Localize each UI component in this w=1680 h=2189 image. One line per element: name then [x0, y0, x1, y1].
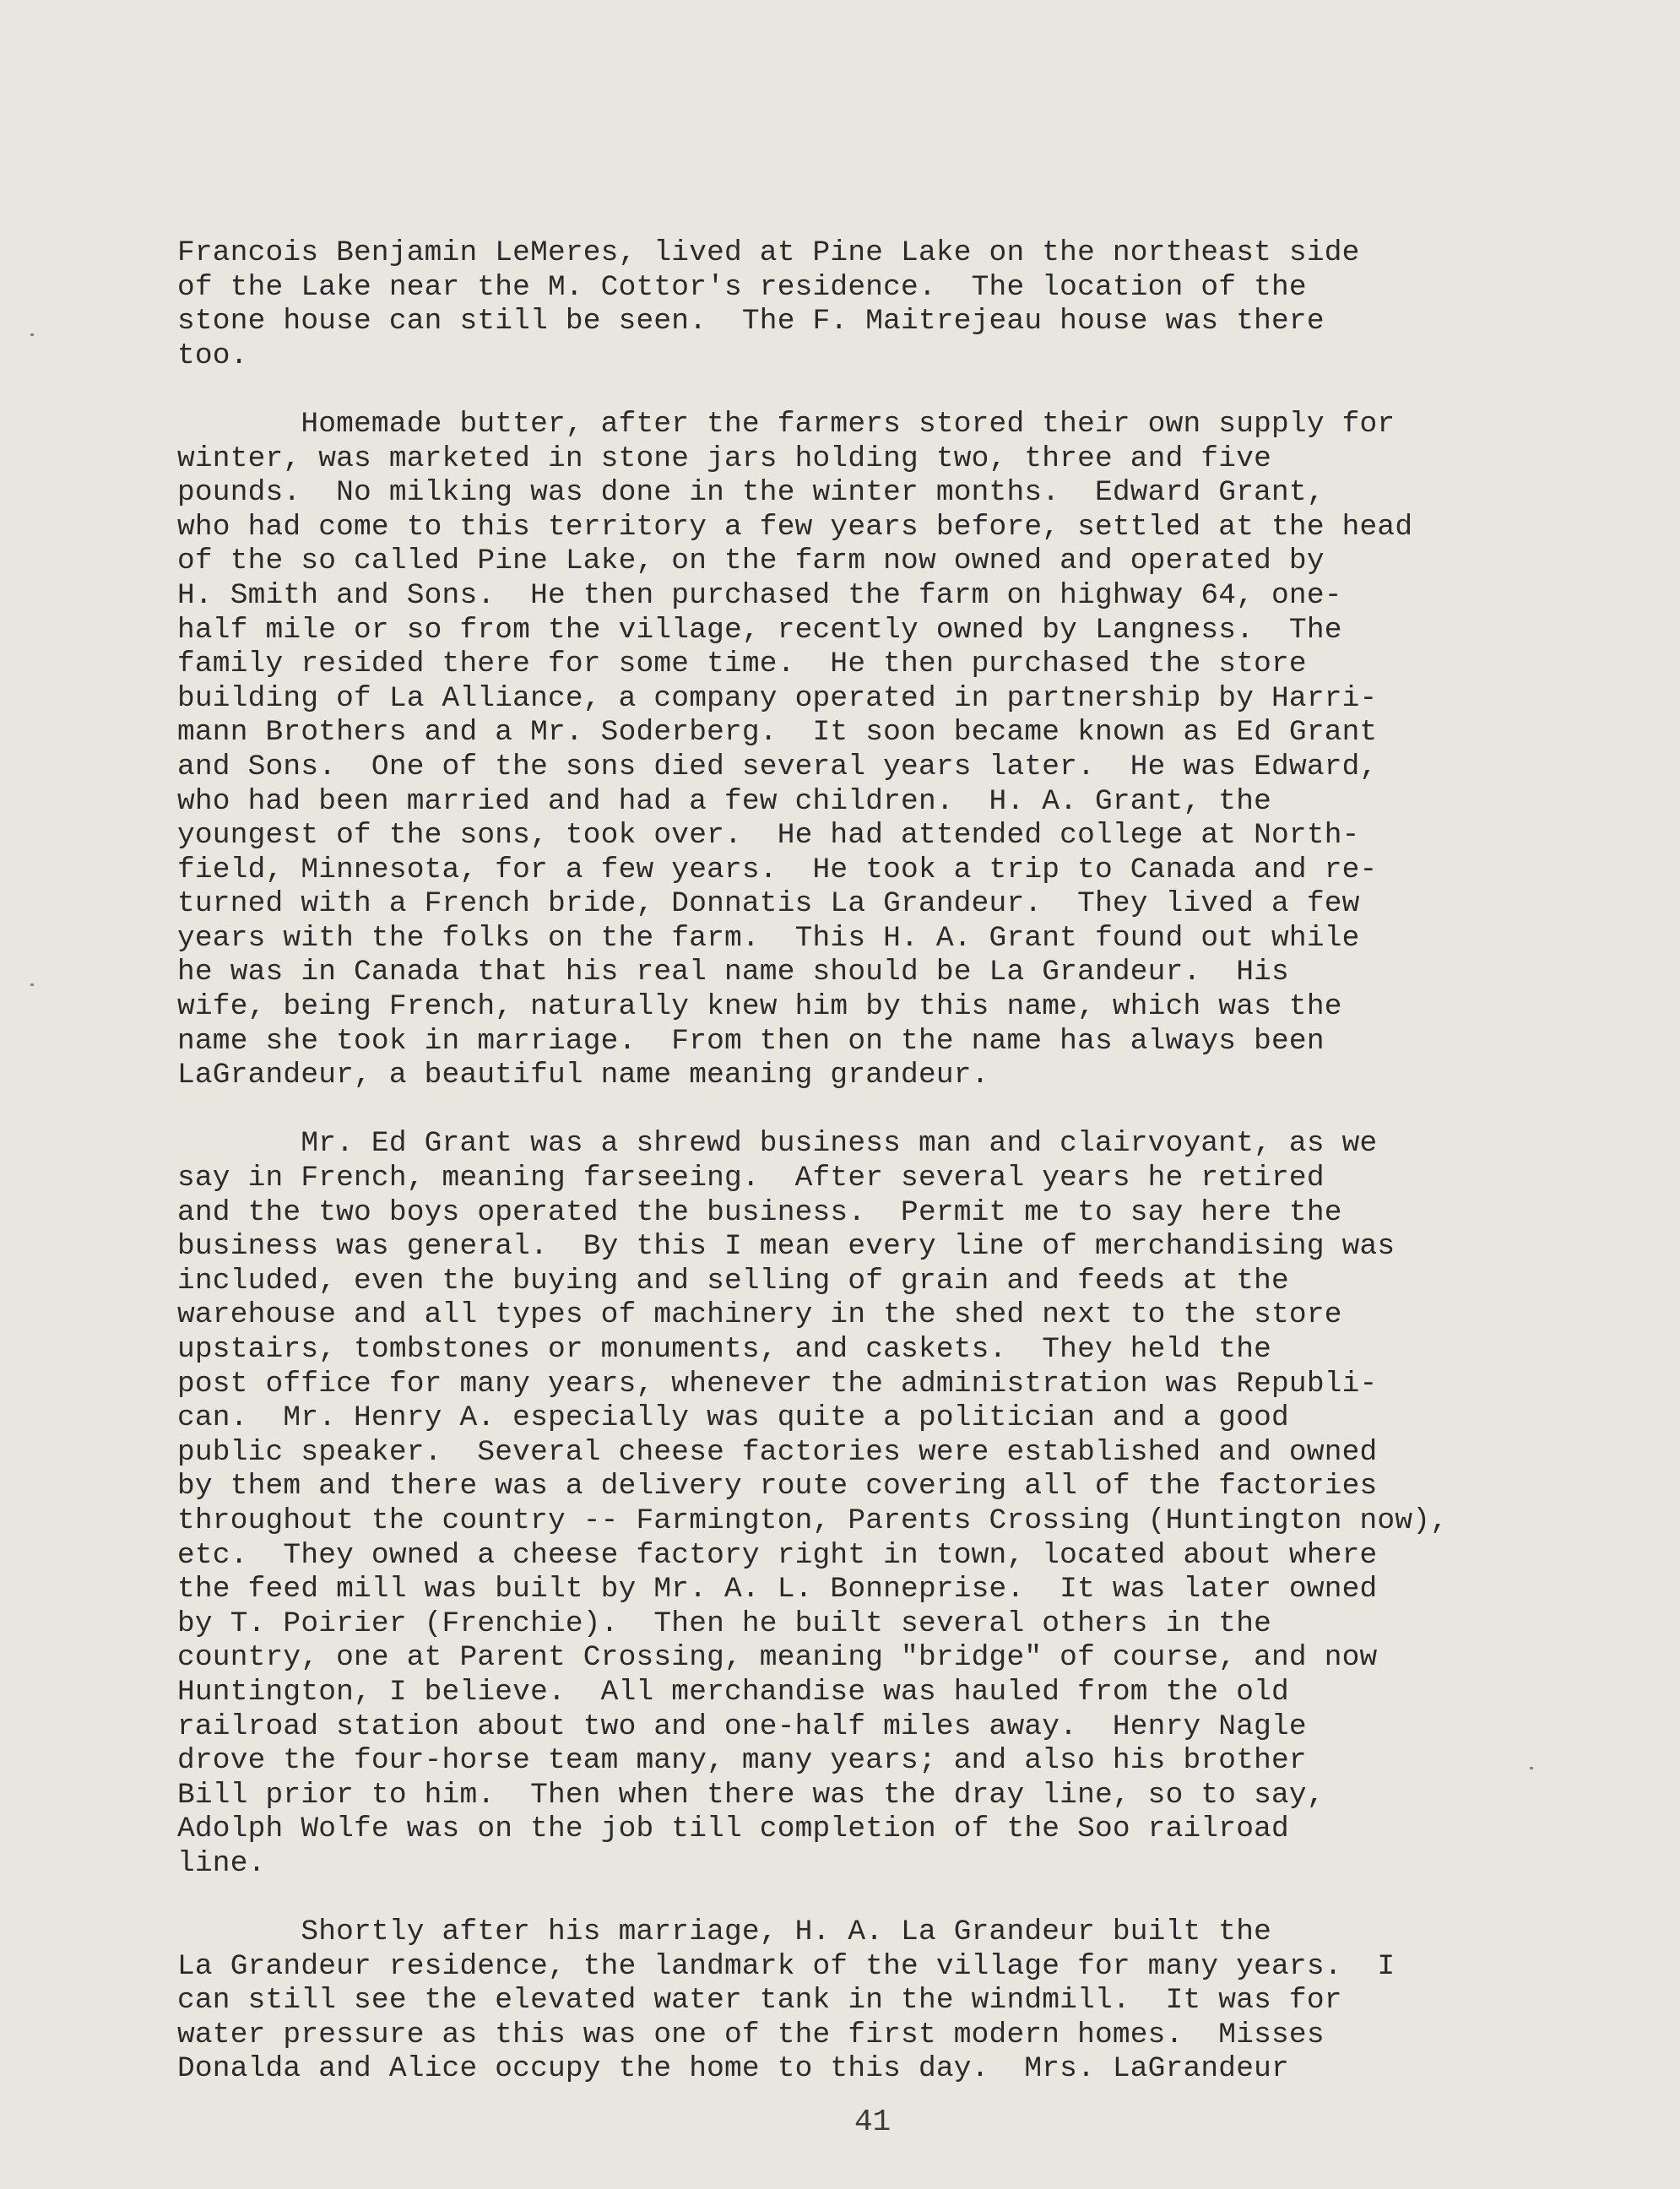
- text-line: La Grandeur residence, the landmark of the village for many years. I: [177, 1949, 1395, 1983]
- text-line: Donalda and Alice occupy the home to this day. Mrs. LaGrandeur: [177, 2052, 1289, 2086]
- text-line: mann Brothers and a Mr. Soderberg. It soon became known as Ed Grant: [177, 716, 1378, 750]
- text-line: Huntington, I believe. All merchandise was hauled from the old: [177, 1675, 1289, 1709]
- text-line: who had been married and had a few children. H. A. Grant, the: [177, 784, 1272, 818]
- text-line: Adolph Wolfe was on the job till completion of the Soo railroad: [177, 1812, 1289, 1846]
- text-line: the feed mill was built by Mr. A. L. Bonneprise. It was later owned: [177, 1573, 1378, 1607]
- page-number: 41: [854, 2105, 891, 2139]
- text-line: by T. Poirier (Frenchie). Then he built several others in the: [177, 1607, 1272, 1640]
- margin-mark: [30, 983, 34, 986]
- text-line: H. Smith and Sons. He then purchased the farm on highway 64, one-: [177, 578, 1342, 612]
- paragraph-gap: [177, 1882, 1646, 1916]
- text-line: winter, was marketed in stone jars holding two, three and five: [177, 442, 1272, 475]
- text-line: upstairs, tombstones or monuments, and caskets. They held the: [177, 1333, 1272, 1366]
- paragraph: [177, 408, 1646, 1093]
- text-line: business was general. By this I mean every line of merchandising was: [177, 1230, 1395, 1264]
- text-line: pounds. No milking was done in the winter months. Edward Grant,: [177, 476, 1325, 510]
- text-line: drove the four-horse team many, many years; and also his brother: [177, 1744, 1307, 1778]
- text-line: etc. They owned a cheese factory right in town, located about where: [177, 1538, 1378, 1572]
- text-line: of the Lake near the M. Cottor's residence. The location of the: [177, 270, 1307, 304]
- text-line: building of La Alliance, a company operated in partnership by Harri-: [177, 681, 1378, 715]
- text-line: field, Minnesota, for a few years. He took a trip to Canada and re-: [177, 853, 1378, 886]
- text-line: LaGrandeur, a beautiful name meaning grandeur.: [177, 1059, 989, 1092]
- text-line: Mr. Ed Grant was a shrewd business man and clairvoyant, as we: [177, 1127, 1378, 1161]
- paragraph: [177, 236, 1646, 373]
- text-line: can still see the elevated water tank in the windmill. It was for: [177, 1984, 1342, 2018]
- text-line: turned with a French bride, Donnatis La Grandeur. They lived a few: [177, 887, 1360, 921]
- text-line: Shortly after his marriage, H. A. La Grandeur built the: [177, 1915, 1272, 1949]
- text-line: wife, being French, naturally knew him by this name, which was the: [177, 990, 1342, 1024]
- text-line: included, even the buying and selling of grain and feeds at the: [177, 1264, 1289, 1298]
- text-line: say in French, meaning farseeing. After several years he retired: [177, 1162, 1325, 1195]
- paragraph: [177, 1127, 1646, 1881]
- text-line: he was in Canada that his real name should be La Grandeur. His: [177, 956, 1289, 989]
- text-line: Bill prior to him. Then when there was the dray line, so to say,: [177, 1778, 1325, 1812]
- text-line: and the two boys operated the business. Permit me to say here the: [177, 1195, 1342, 1229]
- paragraph-gap: [177, 1093, 1646, 1128]
- text-line: youngest of the sons, took over. He had attended college at North-: [177, 819, 1360, 853]
- text-line: line.: [177, 1846, 266, 1880]
- text-line: Homemade butter, after the farmers stored their own supply for: [177, 407, 1395, 441]
- text-line: water pressure as this was one of the first modern homes. Misses: [177, 2018, 1325, 2051]
- text-line: throughout the country -- Farmington, Parents Crossing (Huntington now),: [177, 1504, 1449, 1537]
- text-line: too.: [177, 339, 248, 372]
- text-line: post office for many years, whenever the administration was Republi-: [177, 1367, 1378, 1401]
- text-line: years with the folks on the farm. This H. A. Grant found out while: [177, 921, 1360, 955]
- text-line: can. Mr. Henry A. especially was quite a politician and a good: [177, 1401, 1289, 1435]
- paragraph: [177, 1915, 1646, 2087]
- text-line: half mile or so from the village, recently owned by Langness. The: [177, 613, 1342, 647]
- text-line: family resided there for some time. He then purchased the store: [177, 647, 1307, 681]
- text-line: by them and there was a delivery route covering all of the factories: [177, 1470, 1378, 1504]
- text-line: name she took in marriage. From then on the name has always been: [177, 1024, 1325, 1058]
- text-line: and Sons. One of the sons died several years later. He was Edward,: [177, 750, 1378, 783]
- text-line: public speaker. Several cheese factories were established and owned: [177, 1435, 1378, 1469]
- text-line: railroad station about two and one-half miles away. Henry Nagle: [177, 1709, 1307, 1743]
- text-line: warehouse and all types of machinery in the shed next to the store: [177, 1298, 1342, 1332]
- text-line: who had come to this territory a few years before, settled at the head: [177, 510, 1413, 544]
- text-line: country, one at Parent Crossing, meaning "bridge" of course, and now: [177, 1641, 1378, 1675]
- text-line: stone house can still be seen. The F. Maitrejeau house was there: [177, 305, 1325, 339]
- paragraph-gap: [177, 373, 1646, 408]
- document-body: [177, 236, 1646, 2087]
- margin-mark: [30, 333, 34, 336]
- text-line: of the so called Pine Lake, on the farm now owned and operated by: [177, 545, 1325, 578]
- text-line: Francois Benjamin LeMeres, lived at Pine Lake on the northeast side: [177, 236, 1360, 269]
